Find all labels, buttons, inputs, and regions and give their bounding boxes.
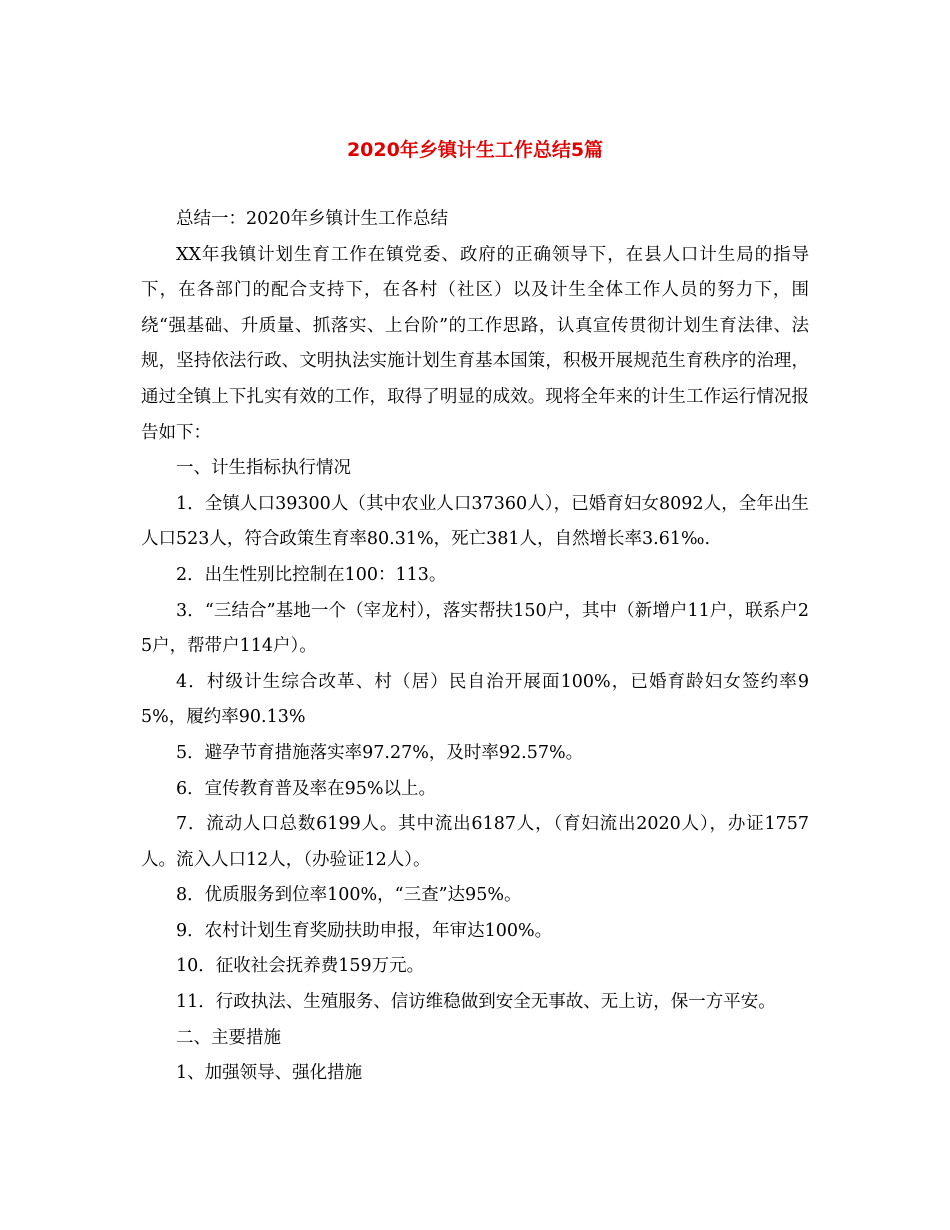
list-item-sex-ratio: 2．出生性别比控制在100：113。	[176, 564, 447, 585]
list-item-safety: 11．行政执法、生殖服务、信访维稳做到安全无事故、无上访，保一方平安。	[176, 992, 776, 1013]
section-heading-measures: 二、主要措施	[176, 1027, 281, 1048]
list-item-base: 3．“三结合”基地一个（宰龙村），落实帮扶150户，其中（新增户11户，联系户25户，帮带户114户）。	[141, 600, 809, 657]
list-item-contraception: 5．避孕节育措施落实率97.27%，及时率92.57%。	[176, 742, 584, 763]
list-item-population: 1．全镇人口39300人（其中农业人口37360人），已婚育妇女8092人，全年出生人口523人，符合政策生育率80.31%，死亡381人，自然增长率3.61‰.	[141, 493, 809, 550]
list-item-village-reform: 4．村级计生综合改革、村（居）民自治开展面100%，已婚育龄妇女签约率95%，履约率90.13%	[141, 671, 809, 728]
section-heading-indicators: 一、计生指标执行情况	[176, 458, 351, 479]
paragraph-intro: XX年我镇计划生育工作在镇党委、政府的正确领导下，在县人口计生局的指导下，在各部门的配合支持下，在各村（社区）以及计生全体工作人员的努力下，围绕“强基础、升质量、抓落实、上台阶”的工作思路，认真宣传贯彻计划生育法律、法规，坚持依法行政、文明执法实施计划生育基本国策，积极开展规范生育秩序的治理，通过全镇上下扎实有效的工作，取得了明显的成效。现将全年来的计生工作运行情况报告如下：	[141, 244, 809, 443]
document-body	[141, 202, 809, 1092]
list-item-reward: 9．农村计划生育奖励扶助申报，年审达100%。	[176, 920, 553, 941]
document-title: 2020年乡镇计生工作总结5篇	[346, 139, 604, 161]
list-item-fees: 10．征收社会抚养费159万元。	[176, 956, 425, 977]
paragraph-summary-heading: 总结一：2020年乡镇计生工作总结	[176, 209, 449, 229]
subsection-heading-leadership: 1、加强领导、强化措施	[176, 1063, 363, 1084]
list-item-education: 6．宣传教育普及率在95%以上。	[176, 778, 437, 799]
list-item-service: 8．优质服务到位率100%，“三查”达95%。	[176, 885, 522, 906]
list-item-floating-population: 7．流动人口总数6199人。其中流出6187人，（育妇流出2020人），办证1757人。流入人口12人，（办验证12人）。	[141, 814, 809, 870]
